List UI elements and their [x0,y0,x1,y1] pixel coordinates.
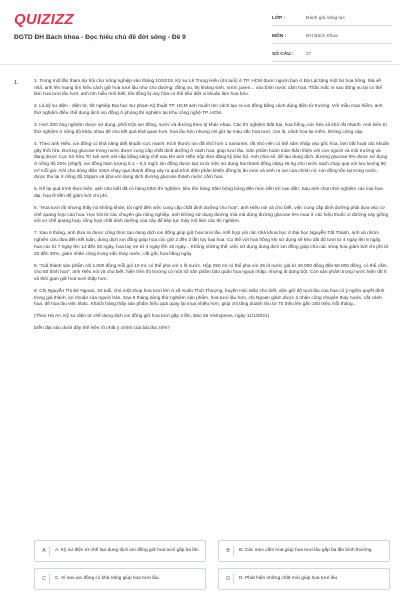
answer-option-a[interactable] [34,540,206,562]
passage-paragraph: 4. Theo anh Hiếu, ion đồng có khả năng diệt khuẩn cực mạnh. Kích thước ion đã nhỏ hơn 1 nanomet, rất nhỏ nên có thể xâm nhập vào gốc hoa, làm bắt hoạt các khuẩn gây thối rữa. Đường glucose trong nước được cung cấp chất dinh dưỡng ở cành hoa, giúp tươi lâu. Sản phẩm hoàn toàn thân thiện với con người và môi trường và đang được Cục Sở hữu Trí tuệ xem xét cấp bằng sáng chế sau khi anh Hiếu nộp đơn đăng ký bảo hộ. Anh chia sẻ, để tạo dung dịch, đường glucose 5% được sử dụng ở nồng độ 20% (20g/l), ion đồng hàm lượng 0,1 – 0,2 mg/1 lon đồng được tạo ra từ việc sử dụng hai thanh đồng nặng 45 kg cho nước sạch chạy qua với lưu lượng 90 m³ mỗi giờ. Khi cho dòng điện 100A chạy qua thanh đồng xảy ra quá trình điện phân khiến đồng bị ăn mòn và sinh ra ion của chính nó. Ion đồng tồn tại trong nước, được thu lại ở nồng độ 15ppm và pha với dung dịch đường glucose thành nước cắm hoa. [34,141,390,181]
passage-paragraph: 6. "Hoa tươi rồi nhưng thấy nó không khỏe, tôi nghĩ đến việc cung cấp chất dinh dưỡng cho hoa", anh Hiếu nói và cho biết, việc cung cấp dinh dưỡng phải dựa vào cơ chế quang hợp của hoa. Học hỏi từ các chuyên gia nông nghiệp, anh không sử dụng đường mía mà dùng đường glucose 5% mua ở các hiệu thuốc vì đường này giống với cơ chế quang hợp, tổng hợp chất dinh dưỡng của cây để tiếp tục máy mô làm các thí nghiệm. [34,206,389,225]
passage-paragraph: 5. Kế lại quá trình thực hiện, anh cho biết đã có hàng trăm thí nghiệm, tiêu tốn hàng trăm bông bông đến mức tiền tới cạn dần. Sau anh chọn thử nghiệm các loại hoa đại, hoa lê tiền để giảm bớt chi phí. [34,187,383,200]
meta-row-count [272,48,392,62]
page-header [0,0,400,60]
meta-value: 27 [306,52,312,57]
answer-option-b[interactable] [218,540,390,562]
meta-row-class [272,12,392,26]
option-letter: A [39,546,50,556]
question-number: 1. [14,80,19,86]
passage-source: (Theo Hà An, Kỹ sư diện tử chế dung dịch ion đồng giữ hoa tươi gấp 3 lần, Báo 55 VnExpress, ngày 11/1/2021) [34,314,270,320]
meta-key: LỚP : [272,16,286,21]
option-letter: C [39,574,50,584]
question-prompt: Diễn đạt nào dưới đây thể hiện rõ nhất ý chính của bài đọc trên? [34,326,170,332]
option-text: B. Các mẹo cắm hoa giúp hoa tươi lâu gấp ba lần bình thường [239,547,372,553]
passage-paragraph: 1. Trong một lần tham dự hội chợ nông nghiệp vào tháng 10/2019, Kỹ sư Lê Trung Hiếu (44 tuổi) ở TP. HCM được người bạn ở Đà Lạt tặng một bó hoa hồng. Mà về nhà, anh lên mạng tìm hiểu cách giữ hoa tươi lâu như cho đường, đồng xu, thị kháng sinh, nước javen... vào bình nước cắm hoa. Thắc mắc vì sao đông xu lại có thể làm hoa tươi lâu hơn, anh tìm hiểu mới biết, khi đồng bị oxy hóa có thể tiêu diệt vi khuẩn làm hoa héo. [34,79,383,98]
quizizz-logo: QUIZIZZ [14,11,74,28]
answer-row [34,568,390,590]
meta-row-subject [272,30,392,44]
exam-meta [272,12,392,66]
option-text: A. Kỹ sư điện tử chế tạo dung dịch ion đồng giữ hoa tươi gấp ba lần [55,547,199,553]
header-divider [0,64,400,65]
passage-paragraph: 9. Chị Nguyễn Thị Bé Ngoan, 34 tuổi, chủ một shop hoa tươi lớn ở xã Xuân Thới Thượng, huyện Hóc Môn cho biết, việc giữ độ tươi lâu của hoa có ý nghĩa quyết định trong giá thành, lợi nhuận của người bán. Sau 6 tháng dùng thử nghiệm sản phẩm, hoa tươi lâu hơn, chị Ngoan giảm được 2 nhân công chuyên thay nước, cắt cành hoa, để hoa lâu việc khác. Khách hàng thấy sản phẩm hiệu quả quay lại mua nhiều hơn, giúp chị tăng doanh thu từ 70 triệu lên gần 100 triệu mỗi tháng... [34,288,385,308]
option-text: D. Phát hiện những chất mới giúp hoa tươi lâu [239,575,338,581]
option-letter: D [223,574,234,584]
passage-paragraph: 2. Là kỹ sư điện - điện tử, tốt nghiệp Đại học Sư phạm Kỹ thuật TP. HCM anh muốn tìm cách tạo ra ion đồng bằng cách dùng điện từ trường. Với mẫu mạo hiểm, anh thử nghiệm điều chế dung dịch ion đồng ở phòng thí nghiệm tại Khu công nghệ TP. HCM. [34,104,383,117]
meta-value: ĐH Bách Khoa [306,34,338,39]
answer-options [34,540,390,596]
answer-option-c[interactable] [34,568,206,590]
meta-value: Đánh giá năng lực [306,16,346,21]
answer-option-d[interactable] [218,568,390,590]
exam-title: ĐGTD ĐH Bách khoa - Đọc hiểu chủ đề đời sống - Đề 9 [14,34,186,41]
meta-key: SỐ CÂU : [272,52,294,57]
option-letter: B [223,546,234,556]
meta-key: MÔN : [272,34,287,39]
answer-row [34,540,390,562]
passage-paragraph: 7. Sau 6 tháng, anh đưa ra được công thức tạo dung dịch ion đồng giúp giữ hoa tươi lâu. Kết hợp với các nhà khoa học ở Đại học Nguyễn Tất Thành, anh và nhóm nghiên cứu đưa đến kết luận, dung dịch ion đồng giúp hoa cúc giữ 2 đến 3 lần tùy loại hoa. Cụ thể với hoa hồng khi sử dụng sẽ kéo dài độ tươi từ 4 ngày lên 8 ngày, hoa cúc từ 7 ngày lên 14 đến 20 ngày, hoa lay ơn từ 4 ngày lên 15 ngày... Không những thế, việc sử dụng dung dịch ion đồng giúp chủ các shop hoa giảm bớt chi phí từ 20 đến 30%, giảm nhân công trong việc thay nước, cắt gốc hoa hằng ngày. [34,231,389,257]
passage-paragraph: 8. "Giá thành sản phẩm chỉ 1.000 đồng mỗi gói 10 ml, có thể pha với 1 lít nước. Hộp 250 ml có thể pha với 25 lít nước giá từ 40.000 đồng đến 50.000 đồng, có thể cắm cho 50 bình hoa", anh Hiếu nói và cho biết, hiện trên thị trường có một số sản phẩm bảo quản hoa ngoại nhập, nhưng là dạng bột. Còn sản phẩm trong nước hiện rất ít và thời gian giữ hoa tươi thấp hơn. [34,263,387,282]
passage-paragraph: 3. Hơn 200 ống nghiệm được sử dụng, phối trộn ion đồng, nước và đường theo tỷ khác nhau. Các thí nghiệm thất bại, hoa hồng, cúc héo và khô rất nhanh. Anh kiên trì thử nghiệm ở nồng độ khác nhau để cho kết quả khả quan hơn, hoa lâu héo nhưng chỉ giữ lại màu sắc hoa tươi, còn lá, cành hoa lại mềm, không cứng cáp. [34,123,387,135]
reading-passage [34,79,390,338]
option-text: C. Vì sao ion đồng có khả năng giúp hoa tươi lâu. [55,575,160,581]
